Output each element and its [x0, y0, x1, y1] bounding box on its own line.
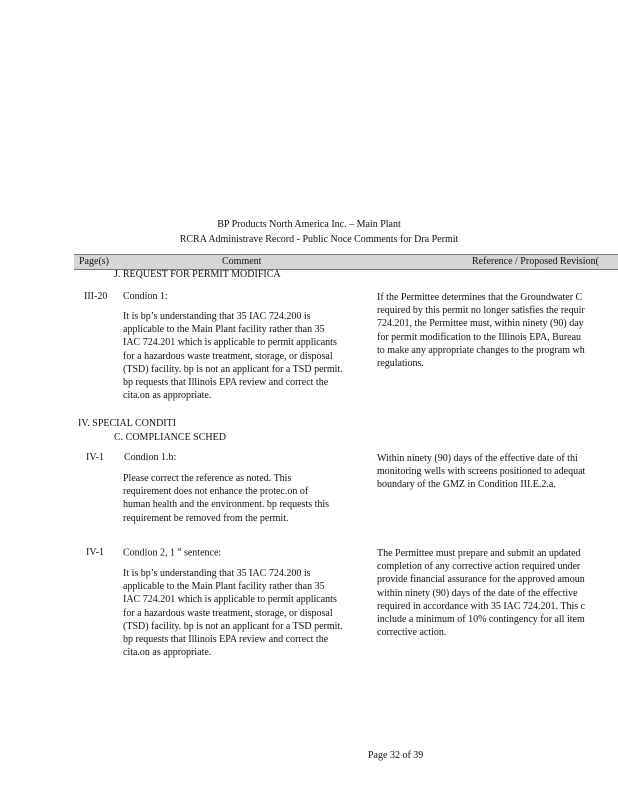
reference-line: 724.201, the Permittee must, within ninety (90) day: [377, 318, 584, 330]
row-comment: [123, 310, 343, 402]
reference-line: boundary of the GMZ in Condition III.E.2.a.: [377, 479, 556, 491]
section-heading-j: J. REQUEST FOR PERMIT MODIFICA: [114, 269, 281, 280]
column-header-reference: Reference / Proposed Revision(: [472, 256, 599, 267]
row-reference: [377, 291, 618, 370]
reference-line: monitoring wells with screens positioned to adequat: [377, 466, 586, 478]
reference-line: to make any appropriate changes to the program wh: [377, 344, 585, 356]
comment-line: IAC 724.201 which is applicable to permit applicants: [123, 337, 337, 349]
comment-line: for a hazardous waste treatment, storage, or disposal: [123, 350, 333, 362]
row-reference: [377, 452, 618, 492]
comment-line: requirement does not enhance the protec.on of: [123, 486, 309, 498]
comment-line: cita.on as appropriate.: [123, 390, 212, 402]
comment-line: bp requests that Illinois EPA review and correct the: [123, 634, 329, 646]
document-company-title: BP Products North America Inc. – Main Plant: [217, 219, 401, 230]
row-condition: Condion 1.b:: [124, 452, 177, 463]
reference-line: for permit modification to the Illinois EPA, Bureau: [377, 331, 582, 343]
comment-line: human health and the environment. bp requests this: [123, 499, 330, 511]
section-heading-iv-c: C. COMPLIANCE SCHED: [114, 432, 226, 443]
comment-line: applicable to the Main Plant facility rather than 35: [123, 324, 325, 336]
comment-line: (TSD) facility. bp is not an applicant for a TSD permit.: [123, 363, 343, 375]
row-comment: [123, 472, 329, 525]
row-page-ref: IV-1: [86, 452, 104, 463]
reference-line: The Permittee must prepare and submit an updated: [377, 548, 581, 559]
column-header-pages: Page(s): [79, 256, 109, 267]
row-comment: [123, 567, 343, 659]
reference-line: regulations.: [377, 358, 424, 370]
comment-line: IAC 724.201 which is applicable to permit applicants: [123, 594, 337, 606]
reference-line: required by this permit no longer satisfies the requir: [377, 305, 585, 317]
row-reference: [377, 547, 618, 639]
condition-tail: sentence:: [181, 547, 222, 559]
reference-line: include a minimum of 10% contingency for all item: [377, 614, 585, 626]
column-header-comment: Comment: [222, 256, 262, 267]
row-condition: [123, 547, 221, 558]
page-number: Page 32 of 39: [368, 750, 424, 761]
comment-line: It is bp’s understanding that 35 IAC 724.200 is: [123, 311, 311, 322]
row-page-ref: III-20: [84, 291, 108, 302]
reference-line: required in accordance with 35 IAC 724.201. This c: [377, 600, 586, 612]
row-condition: Condion 1:: [123, 291, 168, 302]
condition-text: Condion 2, 1: [123, 547, 175, 559]
reference-line: Within ninety (90) days of the effective date of thi: [377, 453, 578, 464]
comment-line: cita.on as appropriate.: [123, 647, 212, 659]
reference-line: completion of any corrective action required under: [377, 561, 581, 573]
reference-line: If the Permittee determines that the Groundwater C: [377, 292, 583, 303]
reference-line: within ninety (90) days of the date of the effective: [377, 587, 578, 599]
reference-line: provide financial assurance for the approved amoun: [377, 574, 585, 586]
comment-line: requirement be removed from the permit.: [123, 512, 289, 524]
section-heading-iv: IV. SPECIAL CONDITI: [78, 418, 177, 429]
row-page-ref: IV-1: [86, 547, 104, 558]
comment-line: applicable to the Main Plant facility rather than 35: [123, 581, 325, 593]
document-subtitle: RCRA Administrave Record - Public Noce Comments for Dra Permit: [179, 234, 459, 245]
comment-line: for a hazardous waste treatment, storage, or disposal: [123, 607, 333, 619]
reference-line: corrective action.: [377, 627, 447, 639]
comment-line: (TSD) facility. bp is not an applicant for a TSD permit.: [123, 620, 343, 632]
comment-line: bp requests that Illinois EPA review and correct the: [123, 377, 329, 389]
condition-superscript: st: [177, 547, 182, 553]
comment-line: Please correct the reference as noted. This: [123, 473, 292, 484]
comment-line: It is bp’s understanding that 35 IAC 724.200 is: [123, 568, 311, 579]
